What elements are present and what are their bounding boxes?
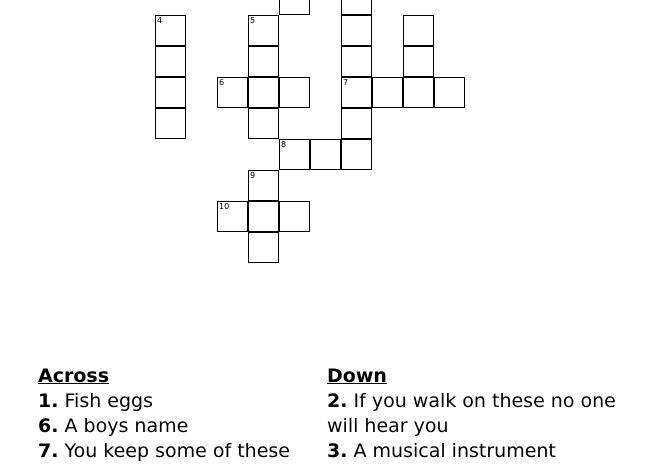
- grid-cell[interactable]: [279, 77, 310, 108]
- across-clue: [38, 414, 308, 439]
- grid-cell[interactable]: [248, 108, 279, 139]
- clue-text: You keep some of these: [64, 440, 290, 462]
- grid-cell[interactable]: [434, 77, 465, 108]
- clue-number-label: 10: [219, 202, 230, 211]
- grid-cell[interactable]: [341, 77, 372, 108]
- clue-number: 2.: [327, 390, 348, 412]
- grid-cell[interactable]: [341, 46, 372, 77]
- down-heading: Down: [327, 365, 387, 387]
- down-clue: [327, 389, 627, 439]
- across-heading: Across: [38, 365, 110, 387]
- clue-number-label: 8: [281, 140, 287, 149]
- clue-text: Fish eggs: [64, 390, 154, 412]
- grid-cell[interactable]: [248, 232, 279, 263]
- clue-text: A boys name: [64, 415, 189, 437]
- grid-cell[interactable]: [248, 77, 279, 108]
- grid-cell[interactable]: [155, 46, 186, 77]
- grid-cell[interactable]: [248, 15, 279, 46]
- down-clues: [327, 364, 627, 464]
- across-clues: [38, 364, 308, 464]
- clue-number: 6.: [38, 415, 59, 437]
- clue-number-label: 9: [250, 171, 256, 180]
- clue-number-label: 6: [219, 78, 225, 87]
- grid-cell[interactable]: [248, 46, 279, 77]
- grid-cell[interactable]: [279, 0, 310, 15]
- clue-number: 1.: [38, 390, 59, 412]
- across-clue: [38, 389, 308, 414]
- clue-number-label: 7: [343, 78, 349, 87]
- grid-cell[interactable]: [310, 139, 341, 170]
- down-clue: [327, 439, 627, 464]
- clue-number: 7.: [38, 440, 59, 462]
- grid-cell[interactable]: [403, 15, 434, 46]
- clue-text: A musical instrument: [353, 440, 556, 462]
- clue-text: If you walk on these no one will hear you: [327, 390, 616, 437]
- grid-cell[interactable]: [341, 108, 372, 139]
- clue-number: 3.: [327, 440, 348, 462]
- grid-cell[interactable]: [217, 201, 248, 232]
- grid-cell[interactable]: [155, 15, 186, 46]
- grid-cell[interactable]: [279, 201, 310, 232]
- grid-cell[interactable]: [341, 0, 372, 15]
- clue-number-label: 5: [250, 16, 256, 25]
- across-clue: [38, 439, 308, 464]
- grid-cell[interactable]: [341, 15, 372, 46]
- grid-cell[interactable]: [248, 201, 279, 232]
- grid-cell[interactable]: [403, 77, 434, 108]
- clue-number-label: 4: [157, 16, 163, 25]
- grid-cell[interactable]: [248, 170, 279, 201]
- grid-cell[interactable]: [217, 77, 248, 108]
- grid-cell[interactable]: [341, 139, 372, 170]
- grid-cell[interactable]: [155, 77, 186, 108]
- grid-cell[interactable]: [279, 139, 310, 170]
- grid-cell[interactable]: [155, 108, 186, 139]
- grid-cell[interactable]: [372, 77, 403, 108]
- grid-cell[interactable]: [403, 46, 434, 77]
